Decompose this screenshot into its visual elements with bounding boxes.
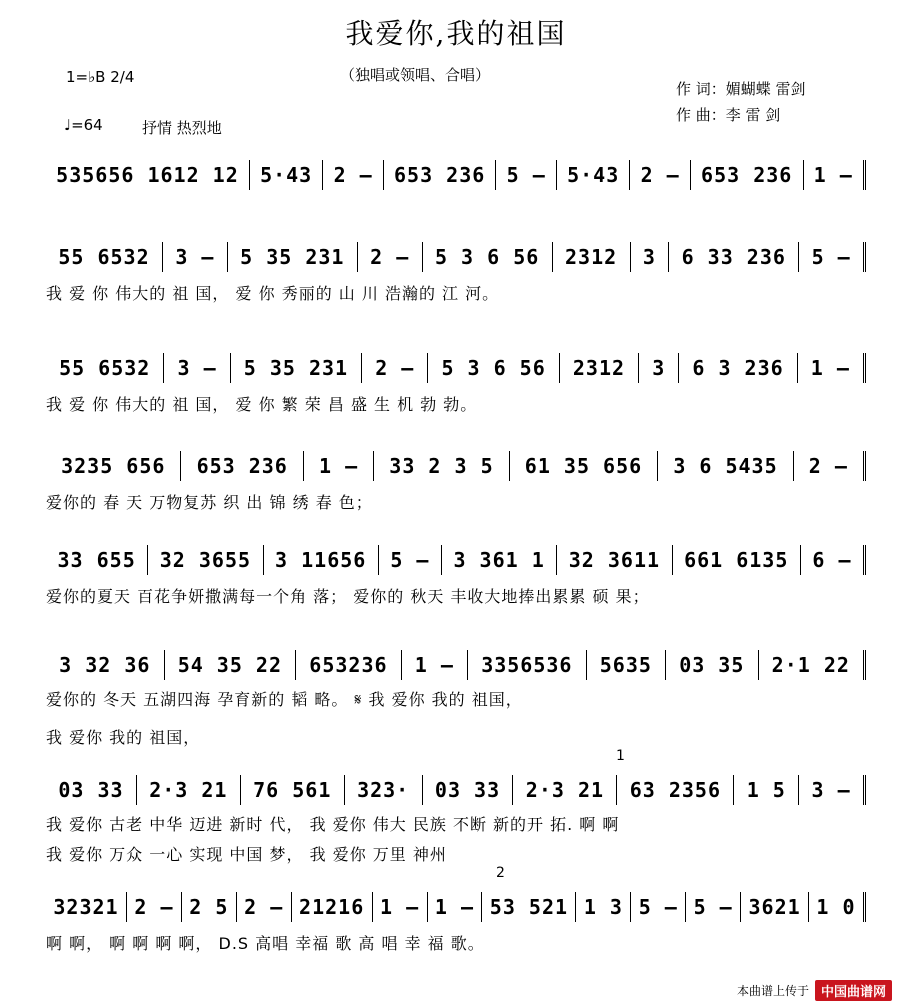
measure: 2·1 22: [759, 650, 867, 680]
measure: 3 –: [164, 353, 230, 383]
measure: 1 –: [304, 451, 374, 481]
lyric-line: 爱你的 冬天 五湖四海 孕育新的 韬 略。 𝄋 我 爱你 我的 祖国，: [46, 690, 523, 709]
measure: 535656 1612 12: [46, 160, 250, 190]
measure: 6 33 236: [669, 242, 799, 272]
measure: 323·: [345, 775, 423, 805]
measure: 21216: [292, 892, 373, 922]
measure: 61 35 656: [510, 451, 659, 481]
measure: 3 11656: [264, 545, 379, 575]
measure: 5 35 231: [228, 242, 358, 272]
lyric-line: 爱你的 春 天 万物复苏 织 出 锦 绣 春 色；: [46, 493, 373, 512]
measure: 6 3 236: [679, 353, 797, 383]
lyric-line-alt: 我 爱你 我的 祖国，: [46, 728, 201, 747]
measure: 1 –: [402, 650, 468, 680]
measure: 03 33: [423, 775, 514, 805]
measure-line: [46, 237, 866, 277]
measure: 5 –: [379, 545, 442, 575]
measure: 1 –: [428, 892, 483, 922]
measure: 2 –: [630, 160, 690, 190]
measure: 03 35: [666, 650, 758, 680]
measure: 33 2 3 5: [374, 451, 509, 481]
lyric-line-alt: 我 爱你 万众 一心 实现 中国 梦， 我 爱你 万里 神州: [46, 845, 447, 864]
measure: 3 –: [799, 775, 866, 805]
measure: 1 –: [798, 353, 866, 383]
measure: 76 561: [241, 775, 345, 805]
measure: 2 –: [127, 892, 182, 922]
measure: 5 –: [799, 242, 866, 272]
measure: 5 –: [631, 892, 686, 922]
measure: 5 –: [686, 892, 741, 922]
measure: 2·3 21: [137, 775, 241, 805]
measure: 63 2356: [617, 775, 734, 805]
measure: 03 33: [46, 775, 137, 805]
lyricist-credit: 作 词：媚蝴蝶 雷剑: [676, 80, 806, 98]
measure: 2 –: [358, 242, 423, 272]
measure: 2 –: [237, 892, 292, 922]
measure: 1 0: [809, 892, 866, 922]
measure: 32 3611: [557, 545, 672, 575]
key-signature: 1=♭B 2/4: [66, 68, 135, 86]
measure: 1 3: [576, 892, 631, 922]
measure-line: [46, 446, 866, 486]
lyric-line: 爱你的夏天 百花争妍撒满每一个角 落； 爱你的 秋天 丰收大地捧出累累 硕 果；: [46, 587, 650, 606]
measure: 2 –: [794, 451, 866, 481]
song-title: 我爱你,我的祖国: [345, 17, 567, 50]
measure-line: [46, 348, 866, 388]
measure-line: [46, 155, 866, 195]
lyric-line: 我 爱 你 伟大的 祖 国， 爱 你 秀丽的 山 川 浩瀚的 江 河。: [46, 284, 500, 303]
composer-credit: 作 曲：李 雷 剑: [676, 106, 781, 124]
measure: 5635: [587, 650, 666, 680]
measure: 2312: [560, 353, 639, 383]
measure: 653 236: [691, 160, 804, 190]
measure: 3: [631, 242, 670, 272]
volta-second-label: 2: [496, 865, 505, 881]
measure: 5 –: [496, 160, 556, 190]
measure-line: [46, 770, 866, 810]
measure: 3 6 5435: [658, 451, 793, 481]
measure: 1 –: [804, 160, 866, 190]
measure: 2312: [553, 242, 631, 272]
measure: 1 5: [734, 775, 799, 805]
measure-line: [46, 887, 866, 927]
footer-text: 本曲谱上传于: [736, 984, 809, 998]
measure: 3235 656: [46, 451, 181, 481]
measure: 33 655: [46, 545, 148, 575]
site-logo: 中国曲谱网: [815, 980, 892, 1001]
measure: 2 –: [323, 160, 383, 190]
measure: 53 521: [482, 892, 576, 922]
measure: 3356536: [468, 650, 587, 680]
volta-first-label: 1: [616, 748, 625, 764]
measure: 2 –: [362, 353, 428, 383]
tempo-marking: ♩=64: [64, 116, 103, 134]
measure: 3 –: [163, 242, 228, 272]
expression-marking: 抒情 热烈地: [142, 119, 222, 137]
measure: 5 3 6 56: [428, 353, 559, 383]
performance-note: （独唱或领唱、合唱）: [340, 66, 491, 84]
measure: 32 3655: [148, 545, 263, 575]
measure: 2 5: [182, 892, 237, 922]
measure: 55 6532: [46, 353, 164, 383]
measure: 661 6135: [673, 545, 801, 575]
measure: 54 35 22: [165, 650, 297, 680]
measure: 5·43: [250, 160, 324, 190]
measure: 3621: [741, 892, 809, 922]
measure: 2·3 21: [513, 775, 617, 805]
measure: 653 236: [384, 160, 497, 190]
measure: 3 361 1: [442, 545, 557, 575]
lyric-line: 啊 啊， 啊 啊 啊 啊， D.S 高唱 幸福 歌 高 唱 幸 福 歌。: [46, 934, 485, 953]
measure: 653236: [296, 650, 402, 680]
measure: 5 35 231: [231, 353, 362, 383]
measure: 32321: [46, 892, 127, 922]
measure: 5 3 6 56: [423, 242, 553, 272]
measure: 1 –: [373, 892, 428, 922]
measure-line: [46, 540, 866, 580]
lyric-line: 我 爱你 古老 中华 迈进 新时 代， 我 爱你 伟大 民族 不断 新的开 拓. 啊 啊: [46, 815, 620, 834]
measure-line: [46, 645, 866, 685]
measure: 3 32 36: [46, 650, 165, 680]
measure: 55 6532: [46, 242, 163, 272]
measure: 3: [639, 353, 679, 383]
lyric-line: 我 爱 你 伟大的 祖 国， 爱 你 繁 荣 昌 盛 生 机 勃 勃。: [46, 395, 478, 414]
measure: 653 236: [181, 451, 303, 481]
measure: 6 –: [801, 545, 866, 575]
footer-credit: [737, 980, 892, 1001]
measure: 5·43: [557, 160, 631, 190]
